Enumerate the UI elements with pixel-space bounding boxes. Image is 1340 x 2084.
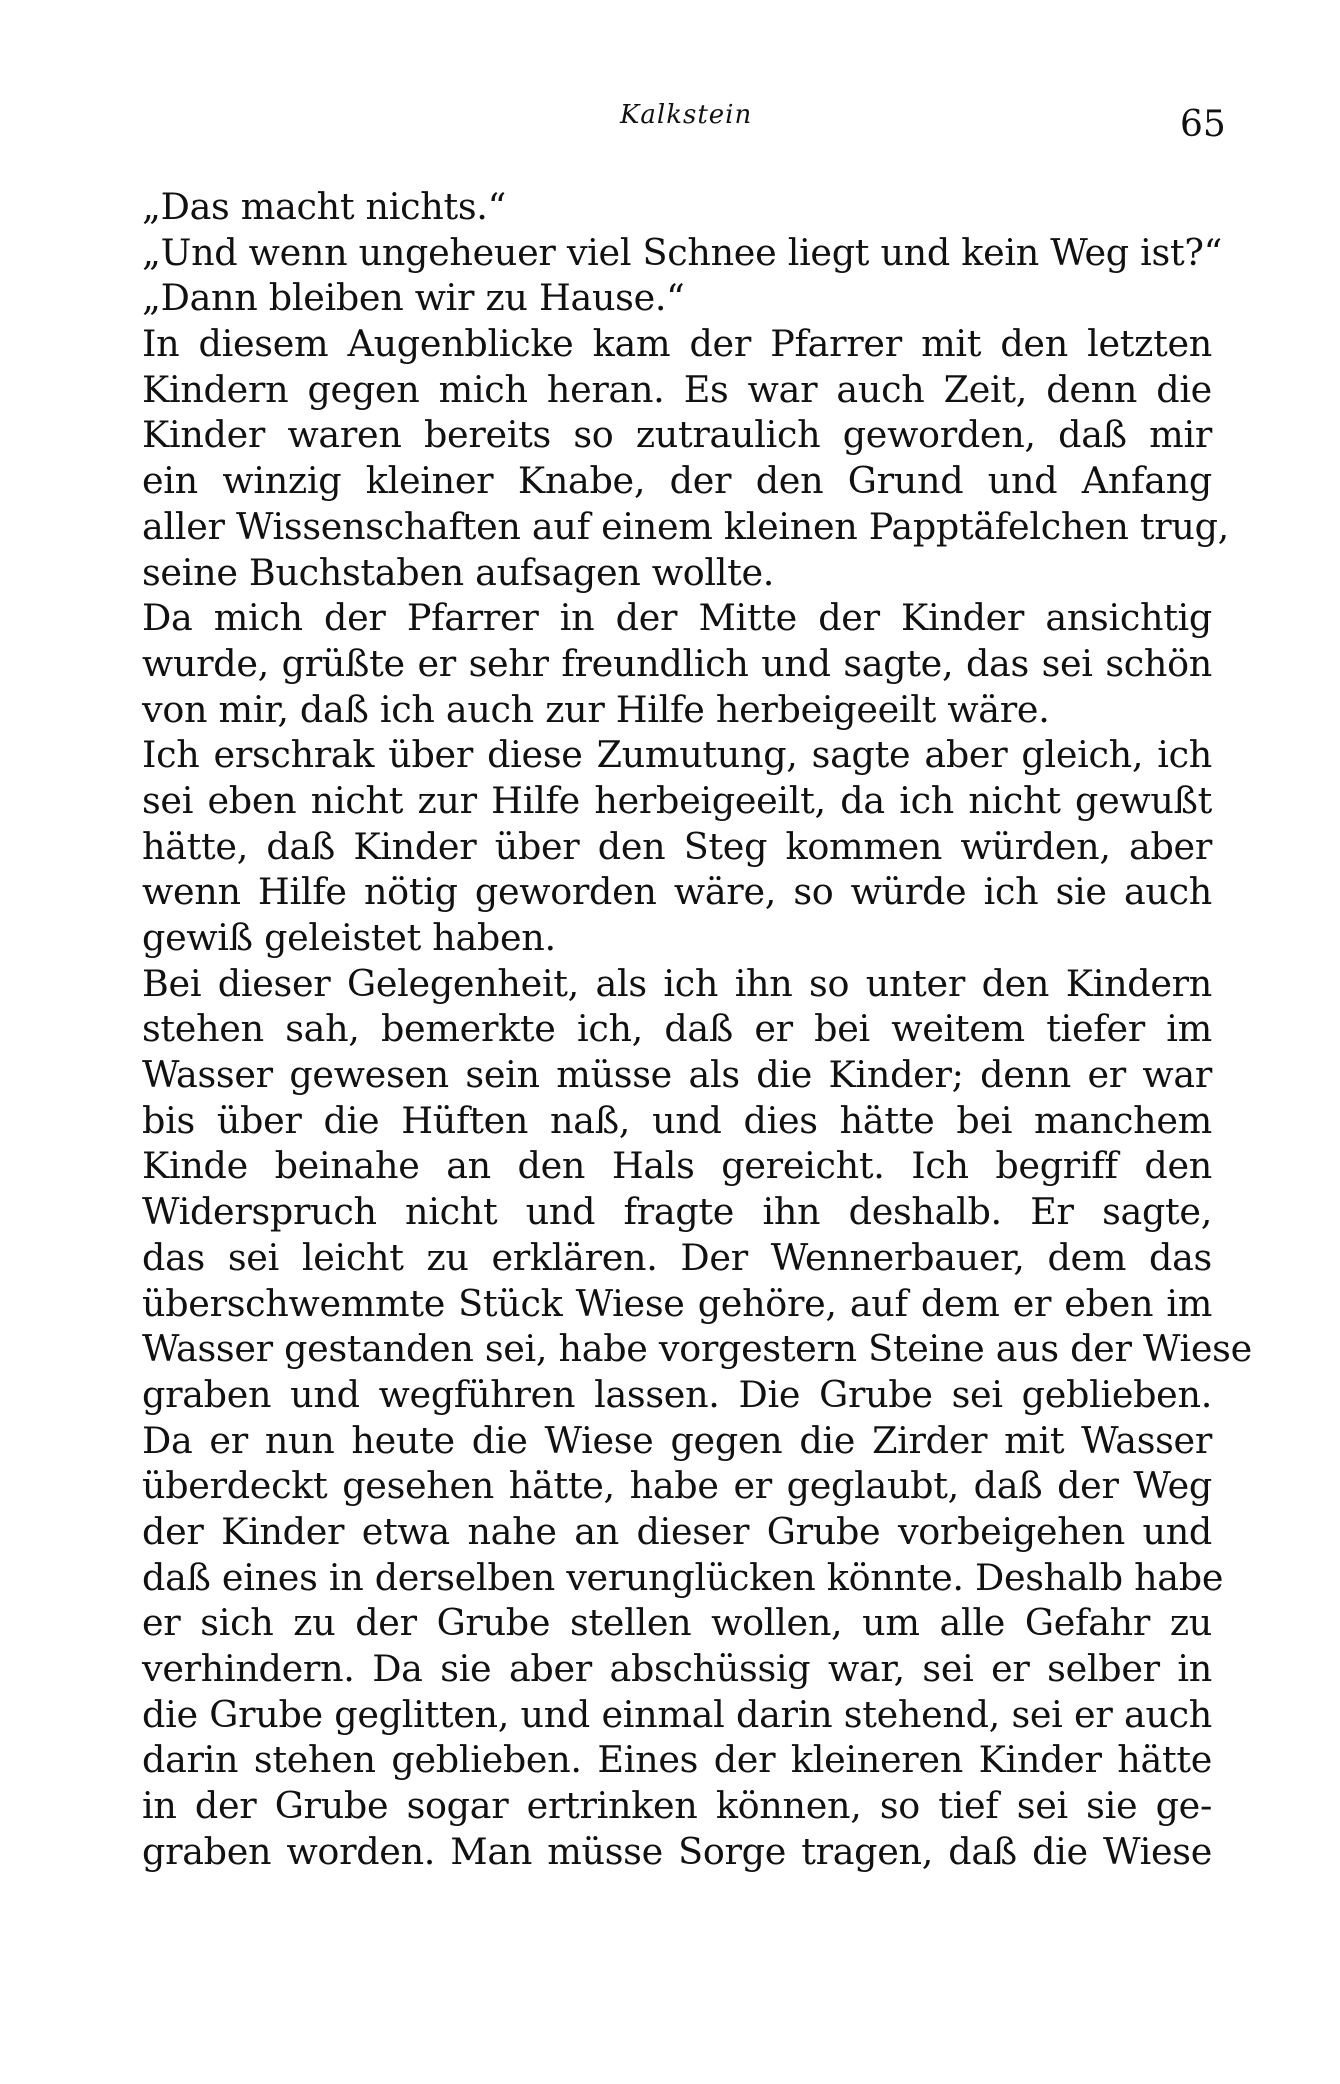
text-line: „Dann bleiben wir zu Hause.“ — [142, 276, 685, 320]
page-number: 65 — [1180, 104, 1226, 145]
text-line: hätte, daß Kinder über den Steg kommen würden, aber — [142, 824, 1212, 868]
text-line: stehen sah, bemerkte ich, daß er bei weitem tiefer im — [142, 1007, 1212, 1051]
text-line: Widerspruch nicht und fragte ihn deshalb. Er sagte, — [142, 1190, 1212, 1234]
text-line: überschwemmte Stück Wiese gehöre, auf dem er eben im — [142, 1281, 1212, 1325]
text-line: graben und wegführen lassen. Die Grube sei geblieben. — [142, 1372, 1212, 1416]
text-line: Kindern gegen mich heran. Es war auch Zeit, denn die — [142, 367, 1212, 411]
text-line: „Das macht nichts.“ — [142, 185, 506, 228]
text-line: der Kinder etwa nahe an dieser Grube vorbeigehen und — [142, 1509, 1212, 1553]
text-line: überdeckt gesehen hätte, habe er geglaubt, daß der Weg — [142, 1464, 1212, 1508]
running-head: Kalkstein — [620, 100, 753, 130]
text-line: von mir, daß ich auch zur Hilfe herbeigeeilt wäre. — [142, 687, 1050, 731]
text-line: Kinder waren bereits so zutraulich geworden, daß mir — [142, 413, 1212, 457]
text-line: Da er nun heute die Wiese gegen die Zirder mit Wasser — [142, 1418, 1212, 1462]
text-line: Da mich der Pfarrer in der Mitte der Kinder ansichtig — [142, 596, 1212, 640]
text-line: seine Buchstaben aufsagen wollte. — [142, 550, 775, 594]
text-line: graben worden. Man müsse Sorge tragen, daß die Wiese — [142, 1829, 1212, 1873]
text-line: Wasser gestanden sei, habe vorgestern Steine aus der Wiese — [142, 1327, 1252, 1371]
text-line: verhindern. Da sie aber abschüssig war, sei er selber in — [142, 1647, 1212, 1690]
text-line: Bei dieser Gelegenheit, als ich ihn so unter den Kindern — [142, 961, 1212, 1005]
text-line: ein winzig kleiner Knabe, der den Grund und Anfang — [142, 459, 1212, 503]
text-line: das sei leicht zu erklären. Der Wennerbauer, dem das — [142, 1235, 1212, 1279]
text-line: Wasser gewesen sein müsse als die Kinder; denn er war — [142, 1053, 1212, 1097]
text-line: Ich erschrak über diese Zumutung, sagte aber gleich, ich — [142, 733, 1212, 777]
text-line: wurde, grüßte er sehr freundlich und sagte, das sei schön — [142, 641, 1212, 685]
body-text — [142, 184, 1252, 1874]
text-line: gewiß geleistet haben. — [142, 916, 556, 959]
text-line: die Grube geglitten, und einmal darin stehend, sei er auch — [142, 1692, 1212, 1736]
text-line: er sich zu der Grube stellen wollen, um alle Gefahr zu — [142, 1601, 1212, 1645]
text-line: „Und wenn ungeheuer viel Schnee liegt und kein Weg ist?“ — [142, 230, 1222, 274]
text-line: in der Grube sogar ertrinken können, so tief sei sie ge- — [142, 1784, 1212, 1828]
text-line: bis über die Hüften naß, und dies hätte bei manchem — [142, 1098, 1212, 1142]
text-line: darin stehen geblieben. Eines der kleineren Kinder hätte — [142, 1738, 1212, 1782]
text-line: In diesem Augenblicke kam der Pfarrer mit den letzten — [142, 322, 1212, 366]
text-line: sei eben nicht zur Hilfe herbeigeeilt, da ich nicht gewußt — [142, 778, 1212, 822]
text-line: Kinde beinahe an den Hals gereicht. Ich begriff den — [142, 1144, 1212, 1188]
text-line: wenn Hilfe nötig geworden wäre, so würde ich sie auch — [142, 870, 1212, 914]
text-line: daß eines in derselben verunglücken könnte. Deshalb habe — [142, 1555, 1224, 1599]
text-line: aller Wissenschaften auf einem kleinen Papptäfelchen trug, — [142, 504, 1229, 548]
